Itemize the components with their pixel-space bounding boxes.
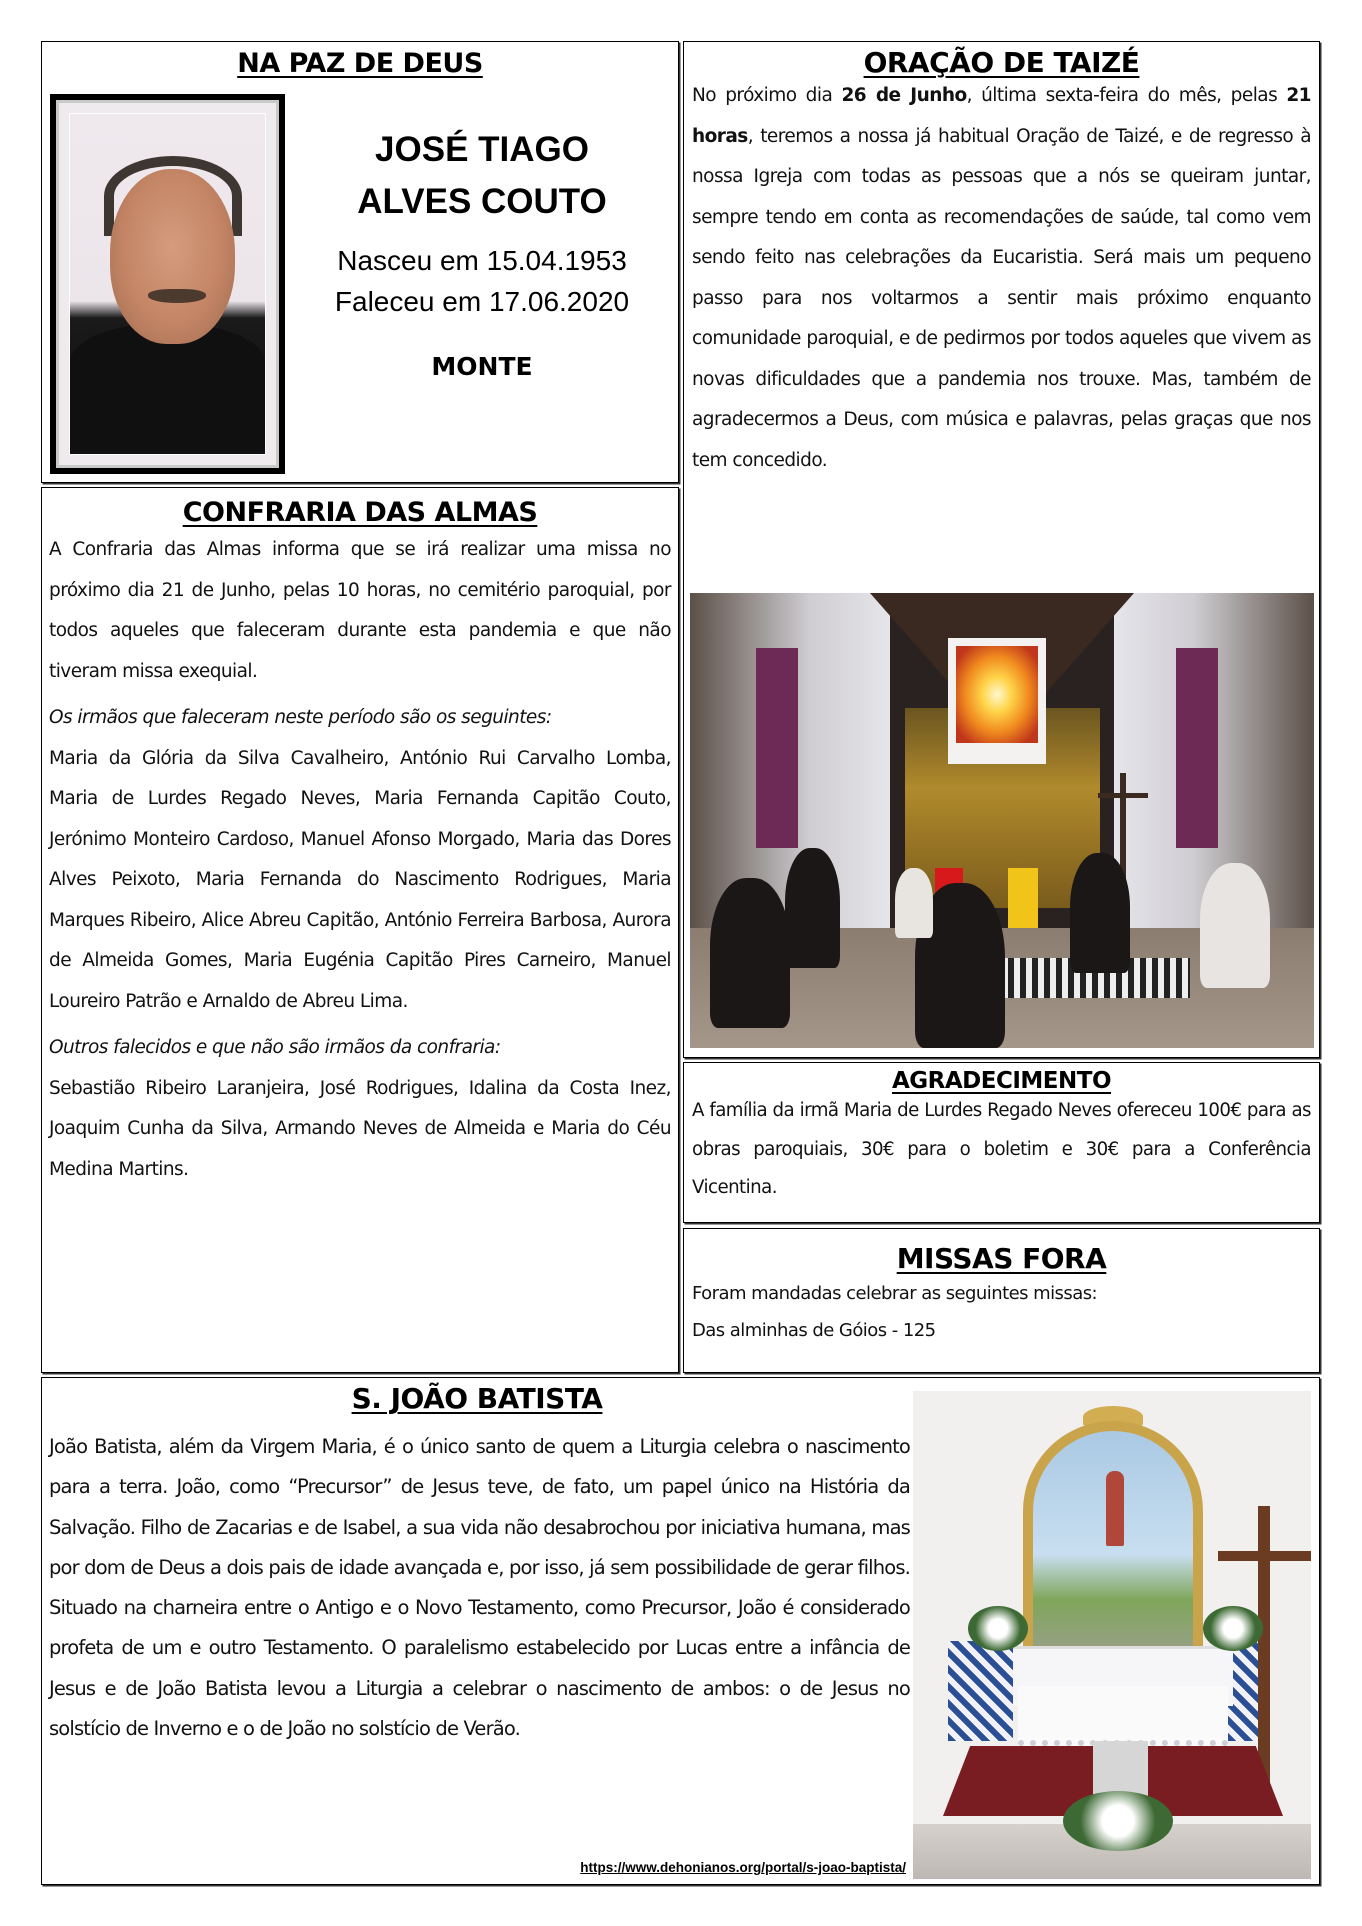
crucifix-bar	[1218, 1551, 1311, 1561]
kneeling-person	[785, 848, 840, 968]
confraria-heading: CONFRARIA DAS ALMAS	[182, 497, 538, 528]
confraria-section	[41, 487, 679, 1373]
agradecimento-heading: AGRADECIMENTO	[891, 1068, 1112, 1094]
taize-photo	[690, 593, 1314, 1048]
missas-fora-item: Das alminhas de Góios - 125	[692, 1320, 936, 1341]
portrait-image	[69, 113, 266, 455]
purple-banner-right	[1176, 648, 1218, 848]
deceased-name-line2: ALVES COUTO	[357, 182, 607, 221]
taize-paragraph	[692, 76, 1311, 481]
missas-fora-intro: Foram mandadas celebrar as seguintes missas:	[692, 1283, 1098, 1304]
taize-heading: ORAÇÃO DE TAIZÉ	[863, 46, 1140, 79]
photo-mat	[56, 100, 279, 468]
missas-fora-heading: MISSAS FORA	[896, 1242, 1107, 1275]
others-list: Sebastião Ribeiro Laranjeira, José Rodrigues, Idalina da Costa Inez, Joaquim Cunha da Silva, Armando Neves de Almeida e Maria do Céu Medina Martins.	[49, 1077, 671, 1180]
obituary-photo	[50, 94, 285, 474]
flower-arrangement	[968, 1606, 1028, 1651]
joao-batista-text: João Batista, além da Virgem Maria, é o único santo de quem a Liturgia celebra o nascimento para a terra. João, como “Precursor” de Jesus teve, de fato, um papel único na História da Salvação. Filho de Zacarias e de Isabel, a sua vida não desabrochou por iniciativa humana, mas por dom de Deus a dois pais de idade avançada e, por isso, já sem possibilidade de gerar filhos. Situado na charneira entre o Antigo e o Novo Testamento, como Precursor, João é considerado profeta de um e outro Testamento. O paralelismo estabelecido por Lucas entre a infância de Jesus e de João Batista levou a Liturgia a celebrar o nascimento de ambos: o de Jesus no solstício de Inverno e o de João no solstício de Verão.	[49, 1435, 910, 1741]
flower-arrangement	[1063, 1791, 1173, 1851]
joao-batista-section	[41, 1377, 1320, 1885]
taize-content	[684, 76, 1319, 481]
members-label: Os irmãos que faleceram neste período são os seguintes:	[49, 707, 552, 728]
joao-batista-content	[49, 1427, 910, 1749]
joao-batista-photo	[913, 1391, 1311, 1879]
taize-text-mid: , última sexta-feira do mês, pelas	[966, 85, 1287, 106]
crucifix	[1258, 1506, 1270, 1786]
taize-section	[683, 41, 1320, 1058]
taize-date: 26 de Junho	[841, 85, 967, 106]
joao-batista-heading: S. JOÃO BATISTA	[351, 1382, 603, 1415]
agradecimento-section	[683, 1062, 1320, 1223]
confraria-content	[42, 530, 678, 1190]
agradecimento-text: A família da irmã Maria de Lurdes Regado Neves ofereceu 100€ para as obras paroquiais, 30€ para o boletim e 30€ para a Conferência Vicentina.	[692, 1100, 1311, 1198]
deceased-place: MONTE	[431, 352, 533, 381]
deceased-dates	[292, 240, 672, 322]
taize-text-end: , teremos a nossa já habitual Oração de Taizé, e de regresso à nossa Igreja com todas as pessoas que a nós se queiram juntar, sempre tendo em conta as recomendações de saúde, tal como vem sendo feito nas celebrações da Eucaristia. Será mais um pequeno passo para nos voltarmos a sentir mais próximo enquanto comunidade paroquial, e de pedirmos por todos aqueles que vivem as novas dificuldades que a pandemia nos trouxe. Mas, também de agradecermos a Deus, com música e palavras, pelas graças que nos tem concedido.	[692, 125, 1311, 471]
saint-statue	[1106, 1471, 1124, 1546]
portrait-mustache	[148, 289, 206, 303]
kneeling-person	[710, 878, 790, 1028]
obituary-section	[41, 41, 679, 483]
taize-time: 21 horas	[692, 85, 1311, 147]
missas-fora-content	[684, 1275, 1319, 1349]
azulejo-tiles-left	[948, 1641, 1013, 1741]
others-label: Outros falecidos e que não são irmãos da confraria:	[49, 1037, 501, 1058]
purple-banner-left	[756, 648, 798, 848]
projection-screen	[948, 638, 1046, 764]
death-date: Faleceu em 17.06.2020	[334, 286, 630, 317]
holy-spirit-image	[956, 646, 1038, 743]
kneeling-person	[1200, 863, 1270, 988]
deceased-name	[292, 124, 672, 228]
obituary-heading: NA PAZ DE DEUS	[237, 48, 483, 79]
portrait-face	[110, 169, 235, 344]
taize-text-start: No próximo dia	[692, 85, 842, 106]
missas-fora-section	[683, 1228, 1320, 1373]
agradecimento-content	[684, 1092, 1319, 1208]
flower-arrangement	[1203, 1606, 1263, 1651]
kneeling-person	[895, 868, 933, 938]
confraria-intro: A Confraria das Almas informa que se irá realizar uma missa no próximo dia 21 de Junho, pelas 10 horas, no cemitério paroquial, por todos aqueles que faleceram durante esta pandemia e que não tiveram missa exequial.	[49, 539, 671, 682]
source-link[interactable]: https://www.dehonianos.org/portal/s-joao-baptista/	[580, 1860, 906, 1875]
birth-date: Nasceu em 15.04.1953	[337, 245, 627, 276]
altar-table	[1018, 1686, 1228, 1746]
kneeling-person	[1070, 853, 1130, 973]
deceased-name-line1: JOSÉ TIAGO	[375, 130, 589, 169]
members-list: Maria da Glória da Silva Cavalheiro, António Rui Carvalho Lomba, Maria de Lurdes Regado Neves, Maria Fernanda Capitão Couto, Jerónimo Monteiro Cardoso, Manuel Afonso Morgado, Maria das Dores Alves Peixoto, Maria Fernanda do Nascimento Rodrigues, Maria Marques Ribeiro, Alice Abreu Capitão, António Ferreira Barbosa, Aurora de Almeida Gomes, Maria Eugénia Capitão Pires Carneiro, Manuel Loureiro Patrão e Arnaldo de Abreu Lima.	[49, 747, 671, 1012]
